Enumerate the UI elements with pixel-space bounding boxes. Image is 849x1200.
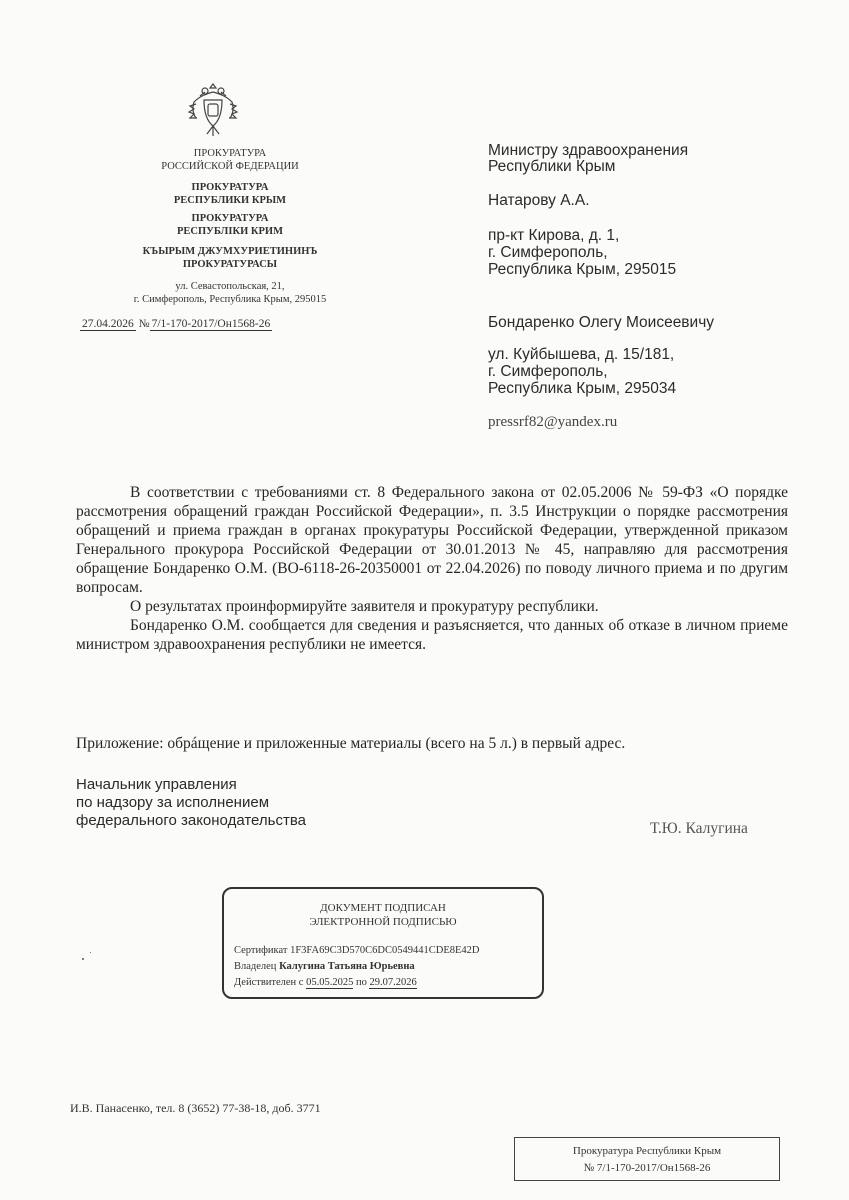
recipient2-email: pressrf82@yandex.ru bbox=[488, 414, 618, 430]
reg-no-sign: № bbox=[138, 318, 150, 330]
recipient1-title-2: Республики Крым bbox=[488, 158, 616, 175]
org-address-line-2: г. Симферополь, Республика Крым, 295015 bbox=[133, 294, 327, 305]
body-paragraph-3: Бондаренко О.М. сообщается для сведения и разъясняется, что данных об отказе в личном приеме министром здравоохранения республики не имеется. bbox=[76, 617, 788, 653]
recipient2-addr-1: ул. Куйбышева, д. 15/181, bbox=[488, 346, 675, 363]
recipient2-addr-2: г. Симферополь, bbox=[488, 363, 608, 380]
attachment-line bbox=[76, 734, 788, 753]
org-bold-line-1: ПРОКУРАТУРА bbox=[191, 182, 269, 193]
signer-position-3: федерального законодательства bbox=[76, 812, 306, 829]
executor-contact: И.В. Панасенко, тел. 8 (3652) 77-38-18, доб. 3771 bbox=[70, 1101, 321, 1115]
scan-speck bbox=[90, 952, 91, 953]
registration-box bbox=[514, 1137, 780, 1181]
org-address-line-1: ул. Севастопольская, 21, bbox=[175, 281, 285, 292]
letter-body bbox=[76, 483, 788, 654]
reg-number: 7/1-170-2017/Он1568-26 bbox=[151, 318, 271, 330]
electronic-signature-stamp bbox=[222, 887, 544, 999]
registration-line bbox=[80, 318, 338, 331]
russian-coat-of-arms-icon bbox=[186, 80, 240, 140]
org-bold-line-4: РЕСПУБЛІКИ КРИМ bbox=[177, 226, 283, 237]
org-bold-line-2: РЕСПУБЛИКИ КРЫМ bbox=[173, 195, 287, 206]
stamp-owner: Владелец Калугина Татьяна Юрьевна bbox=[234, 961, 415, 972]
stamp-title bbox=[224, 901, 542, 929]
signer-position-1: Начальник управления bbox=[76, 776, 237, 793]
recipient1-addr-2: г. Симферополь, bbox=[488, 244, 608, 261]
recipient1-addr-1: пр-кт Кирова, д. 1, bbox=[488, 227, 620, 244]
signer-position bbox=[76, 776, 306, 830]
org-bold-line-5: КЪЫРЫМ ДЖУМХУРИЕТИНИНЪ bbox=[142, 246, 318, 257]
stamp-title-1: ДОКУМЕНТ ПОДПИСАН bbox=[320, 902, 446, 914]
body-paragraph-1: В соответствии с требованиями ст. 8 Федерального закона от 02.05.2006 № 59-ФЗ «О порядке рассмотрения обращений граждан Российской Федерации», п. 3.5 Инструкции о порядке рассмотрения обращений и приема граждан в органах прокуратуры Российской Федерации, утвержденной приказом Генерального прокурора Российской Федерации от 30.01.2013 № 45, направляю для рассмотрения обращение Бондаренко О.М. (ВО-6118-26-20350001 от 22.04.2026) по поводу личного приема и по другим вопросам. bbox=[76, 484, 788, 596]
signer-position-2: по надзору за исполнением bbox=[76, 794, 270, 811]
stamp-certificate: Сертификат 1F3FA69C3D570C6DC0549441CDE8E42D bbox=[234, 945, 480, 956]
recipient2-name: Бондаренко Олегу Моисеевичу bbox=[488, 314, 715, 331]
signer-name: Т.Ю. Калугина bbox=[650, 820, 748, 837]
stamp-validity: Действителен с 05.05.2025 по 29.07.2026 bbox=[234, 977, 417, 988]
recipient2-addr-3: Республика Крым, 295034 bbox=[488, 380, 677, 397]
recipient1-name: Натарову А.А. bbox=[488, 192, 590, 209]
regbox-line-2: № 7/1-170-2017/Он1568-26 bbox=[583, 1162, 711, 1174]
org-name-line-1: ПРОКУРАТУРА bbox=[193, 148, 267, 159]
scan-speck bbox=[82, 958, 84, 960]
stamp-title-2: ЭЛЕКТРОННОЙ ПОДПИСЬЮ bbox=[309, 916, 457, 928]
attachment-text: Приложение: обрáщение и приложенные материалы (всего на 5 л.) в первый адрес. bbox=[76, 735, 626, 752]
org-bold-line-6: ПРОКУРАТУРАСЫ bbox=[182, 259, 278, 270]
regbox-line-1: Прокуратура Республики Крым bbox=[572, 1145, 722, 1157]
body-paragraph-2: О результатах проинформируйте заявителя и прокуратуру республики. bbox=[130, 598, 599, 615]
org-bold-line-3: ПРОКУРАТУРА bbox=[191, 213, 269, 224]
recipient1-addr-3: Республика Крым, 295015 bbox=[488, 261, 677, 278]
org-name-line-2: РОССИЙСКОЙ ФЕДЕРАЦИИ bbox=[161, 161, 299, 172]
reg-date: 27.04.2026 bbox=[82, 318, 134, 330]
recipient1-title-1: Министру здравоохранения bbox=[488, 142, 689, 159]
